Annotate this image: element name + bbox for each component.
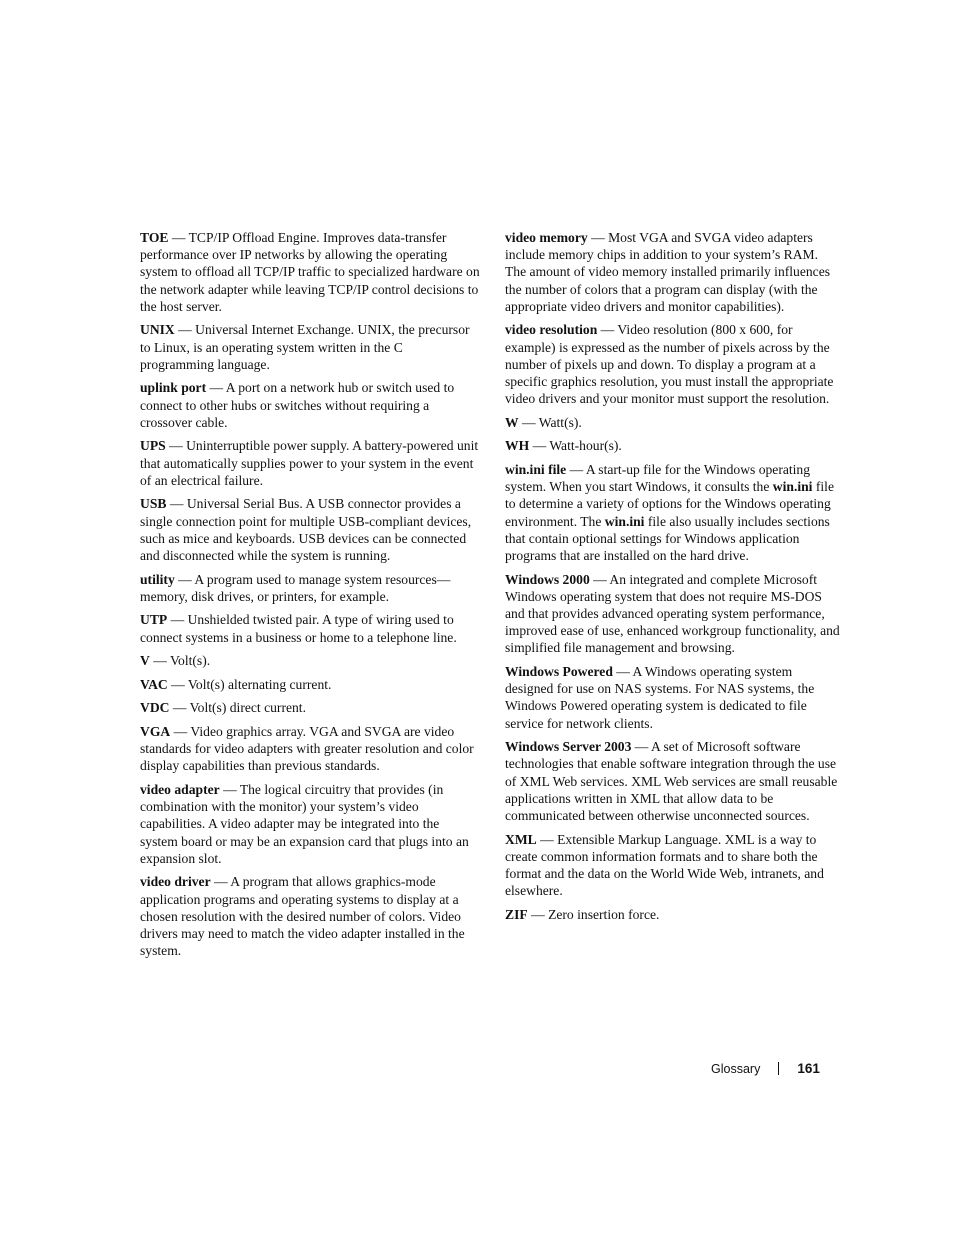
glossary-definition: — Volt(s) direct current. <box>169 700 306 716</box>
glossary-definition-part: file to determine a variety of options for the Windows operating environment. The <box>505 479 834 529</box>
glossary-term: UTP <box>140 612 168 628</box>
glossary-term: video adapter <box>140 781 220 797</box>
glossary-term: V <box>140 653 150 669</box>
glossary-term: video memory <box>505 230 588 245</box>
glossary-definition: — A Windows operating system designed for use on NAS systems. For NAS systems, the Windows Powered operating system is dedicated to file service for network clients. <box>505 664 815 731</box>
glossary-term: Windows Powered <box>505 664 613 680</box>
glossary-entry-windows-server-2003 <box>505 738 841 824</box>
glossary-entry-windows-2000 <box>505 571 841 657</box>
page-footer <box>711 1061 820 1076</box>
glossary-term: W <box>505 414 519 430</box>
glossary-entry-xml <box>505 831 841 900</box>
glossary-entry-unix <box>140 321 480 373</box>
glossary-entry-uplink-port <box>140 379 480 431</box>
glossary-entry-utp <box>140 611 480 645</box>
glossary-term: win.ini file <box>505 462 567 477</box>
page-number: 161 <box>797 1061 820 1076</box>
glossary-definition-part: file also usually includes sections that contain optional settings for Windows application programs that are installed on the hard drive. <box>505 513 830 564</box>
glossary-definition: — Watt(s). <box>518 414 582 430</box>
inline-filename: win.ini <box>604 513 645 529</box>
glossary-definition: — Watt-hour(s). <box>529 438 622 454</box>
glossary-term: ZIF <box>505 906 528 922</box>
glossary-entry-vga <box>140 723 480 775</box>
glossary-term: Windows Server 2003 <box>505 739 632 755</box>
glossary-entry-video-adapter <box>140 781 480 867</box>
glossary-definition: — Volt(s). <box>149 653 211 669</box>
glossary-definition: — A port on a network hub or switch used to connect to other hubs or switches without requiring a crossover cable. <box>140 380 455 430</box>
glossary-definition: — Unshielded twisted pair. A type of wiring used to connect systems in a business or home to a telephone line. <box>140 612 457 645</box>
glossary-term: uplink port <box>140 380 207 396</box>
glossary-term: UNIX <box>140 322 175 338</box>
glossary-term: VGA <box>140 723 171 739</box>
glossary-definition: — Universal Internet Exchange. UNIX, the precursor to Linux, is an operating system written in the C programming language. <box>140 322 470 372</box>
glossary-definition: — Universal Serial Bus. A USB connector provides a single connection point for multiple USB-compliant devices, such as mice and keyboards. USB devices can be connected and disconnected while the system is running. <box>140 496 472 564</box>
glossary-definition: — Extensible Markup Language. XML is a way to create common information formats and to share both the format and the data on the World Wide Web, intranets, and elsewhere. <box>505 831 824 899</box>
glossary-definition: — Uninterruptible power supply. A battery-powered unit that automatically supplies power to your system in the event of an electrical failure. <box>140 438 479 488</box>
glossary-entry-toe <box>140 229 480 315</box>
glossary-definition: — Volt(s) alternating current. <box>167 676 332 692</box>
glossary-term: utility <box>140 571 175 587</box>
glossary-entry-video-resolution <box>505 321 841 407</box>
glossary-definition: — Most VGA and SVGA video adapters include memory chips in addition to your system’s RAM. The amount of video memory installed primarily influences the number of colors that a program can display (with the appropriate video drivers and monitor capabilities). <box>505 230 831 314</box>
footer-section-title: Glossary <box>711 1061 761 1076</box>
glossary-term: XML <box>505 831 537 847</box>
glossary-term: USB <box>140 496 167 512</box>
glossary-term: video driver <box>140 874 211 890</box>
glossary-term: UPS <box>140 438 166 454</box>
glossary-definition: — An integrated and complete Microsoft Windows operating system that does not require MS-DOS and that provides advanced operating system performance, improved ease of use, enhanced workgroup functionality, and simplified file management and browsing. <box>505 571 840 656</box>
glossary-entry-zif <box>505 906 841 923</box>
glossary-right-column <box>505 229 841 929</box>
glossary-definition: — A program used to manage system resources—memory, disk drives, or printers, for example. <box>140 571 451 604</box>
glossary-entry-win-ini-file <box>505 461 841 564</box>
glossary-entry-video-memory <box>505 229 841 315</box>
glossary-entry-v <box>140 652 480 669</box>
glossary-definition: — Zero insertion force. <box>527 906 660 922</box>
glossary-definition: — TCP/IP Offload Engine. Improves data-transfer performance over IP networks by allowing the operating system to offload all TCP/IP traffic to specialized hardware on the network adapter while leaving TCP/IP control decisions to the host server. <box>140 230 480 314</box>
inline-filename: win.ini <box>772 479 813 495</box>
glossary-definition-part: — A start-up file for the Windows operating system. When you start Windows, it consults the <box>505 462 811 495</box>
glossary-term: TOE <box>140 230 169 245</box>
footer-divider <box>778 1062 779 1075</box>
glossary-left-column <box>140 229 480 966</box>
glossary-definition: — Video resolution (800 x 600, for example) is expressed as the number of pixels across by the number of pixels up and down. To display a program at a specific graphics resolution, you must install the appropriate video drivers and your monitor must support the resolution. <box>505 322 834 407</box>
glossary-definition: — The logical circuitry that provides (in combination with the monitor) your system’s video capabilities. A video adapter may be integrated into the system board or may be an expansion card that plugs into an expansion slot. <box>140 781 469 866</box>
glossary-definition: — A program that allows graphics-mode application programs and operating systems to display at a chosen resolution with the desired number of colors. Video drivers may need to match the video adapter installed in the system. <box>140 874 465 959</box>
glossary-entry-vac <box>140 676 480 693</box>
glossary-definition: — A set of Microsoft software technologies that enable software integration through the use of XML Web services. XML Web services are small reusable applications written in XML that allow data to be communicated between otherwise unconnected sources. <box>505 739 838 824</box>
glossary-term: VAC <box>140 676 168 692</box>
glossary-entry-video-driver <box>140 873 480 959</box>
glossary-entry-windows-powered <box>505 663 841 732</box>
glossary-definition: — Video graphics array. VGA and SVGA are video standards for video adapters with greater resolution and color display capabilities than previous standards. <box>140 723 474 774</box>
glossary-term: Windows 2000 <box>505 571 590 587</box>
glossary-entry-w <box>505 414 841 431</box>
glossary-term: VDC <box>140 700 170 716</box>
glossary-entry-vdc <box>140 699 480 716</box>
glossary-entry-wh <box>505 437 841 454</box>
glossary-term: video resolution <box>505 322 598 338</box>
glossary-term: WH <box>505 438 530 454</box>
glossary-entry-utility <box>140 571 480 605</box>
glossary-entry-ups <box>140 437 480 489</box>
glossary-entry-usb <box>140 495 480 564</box>
